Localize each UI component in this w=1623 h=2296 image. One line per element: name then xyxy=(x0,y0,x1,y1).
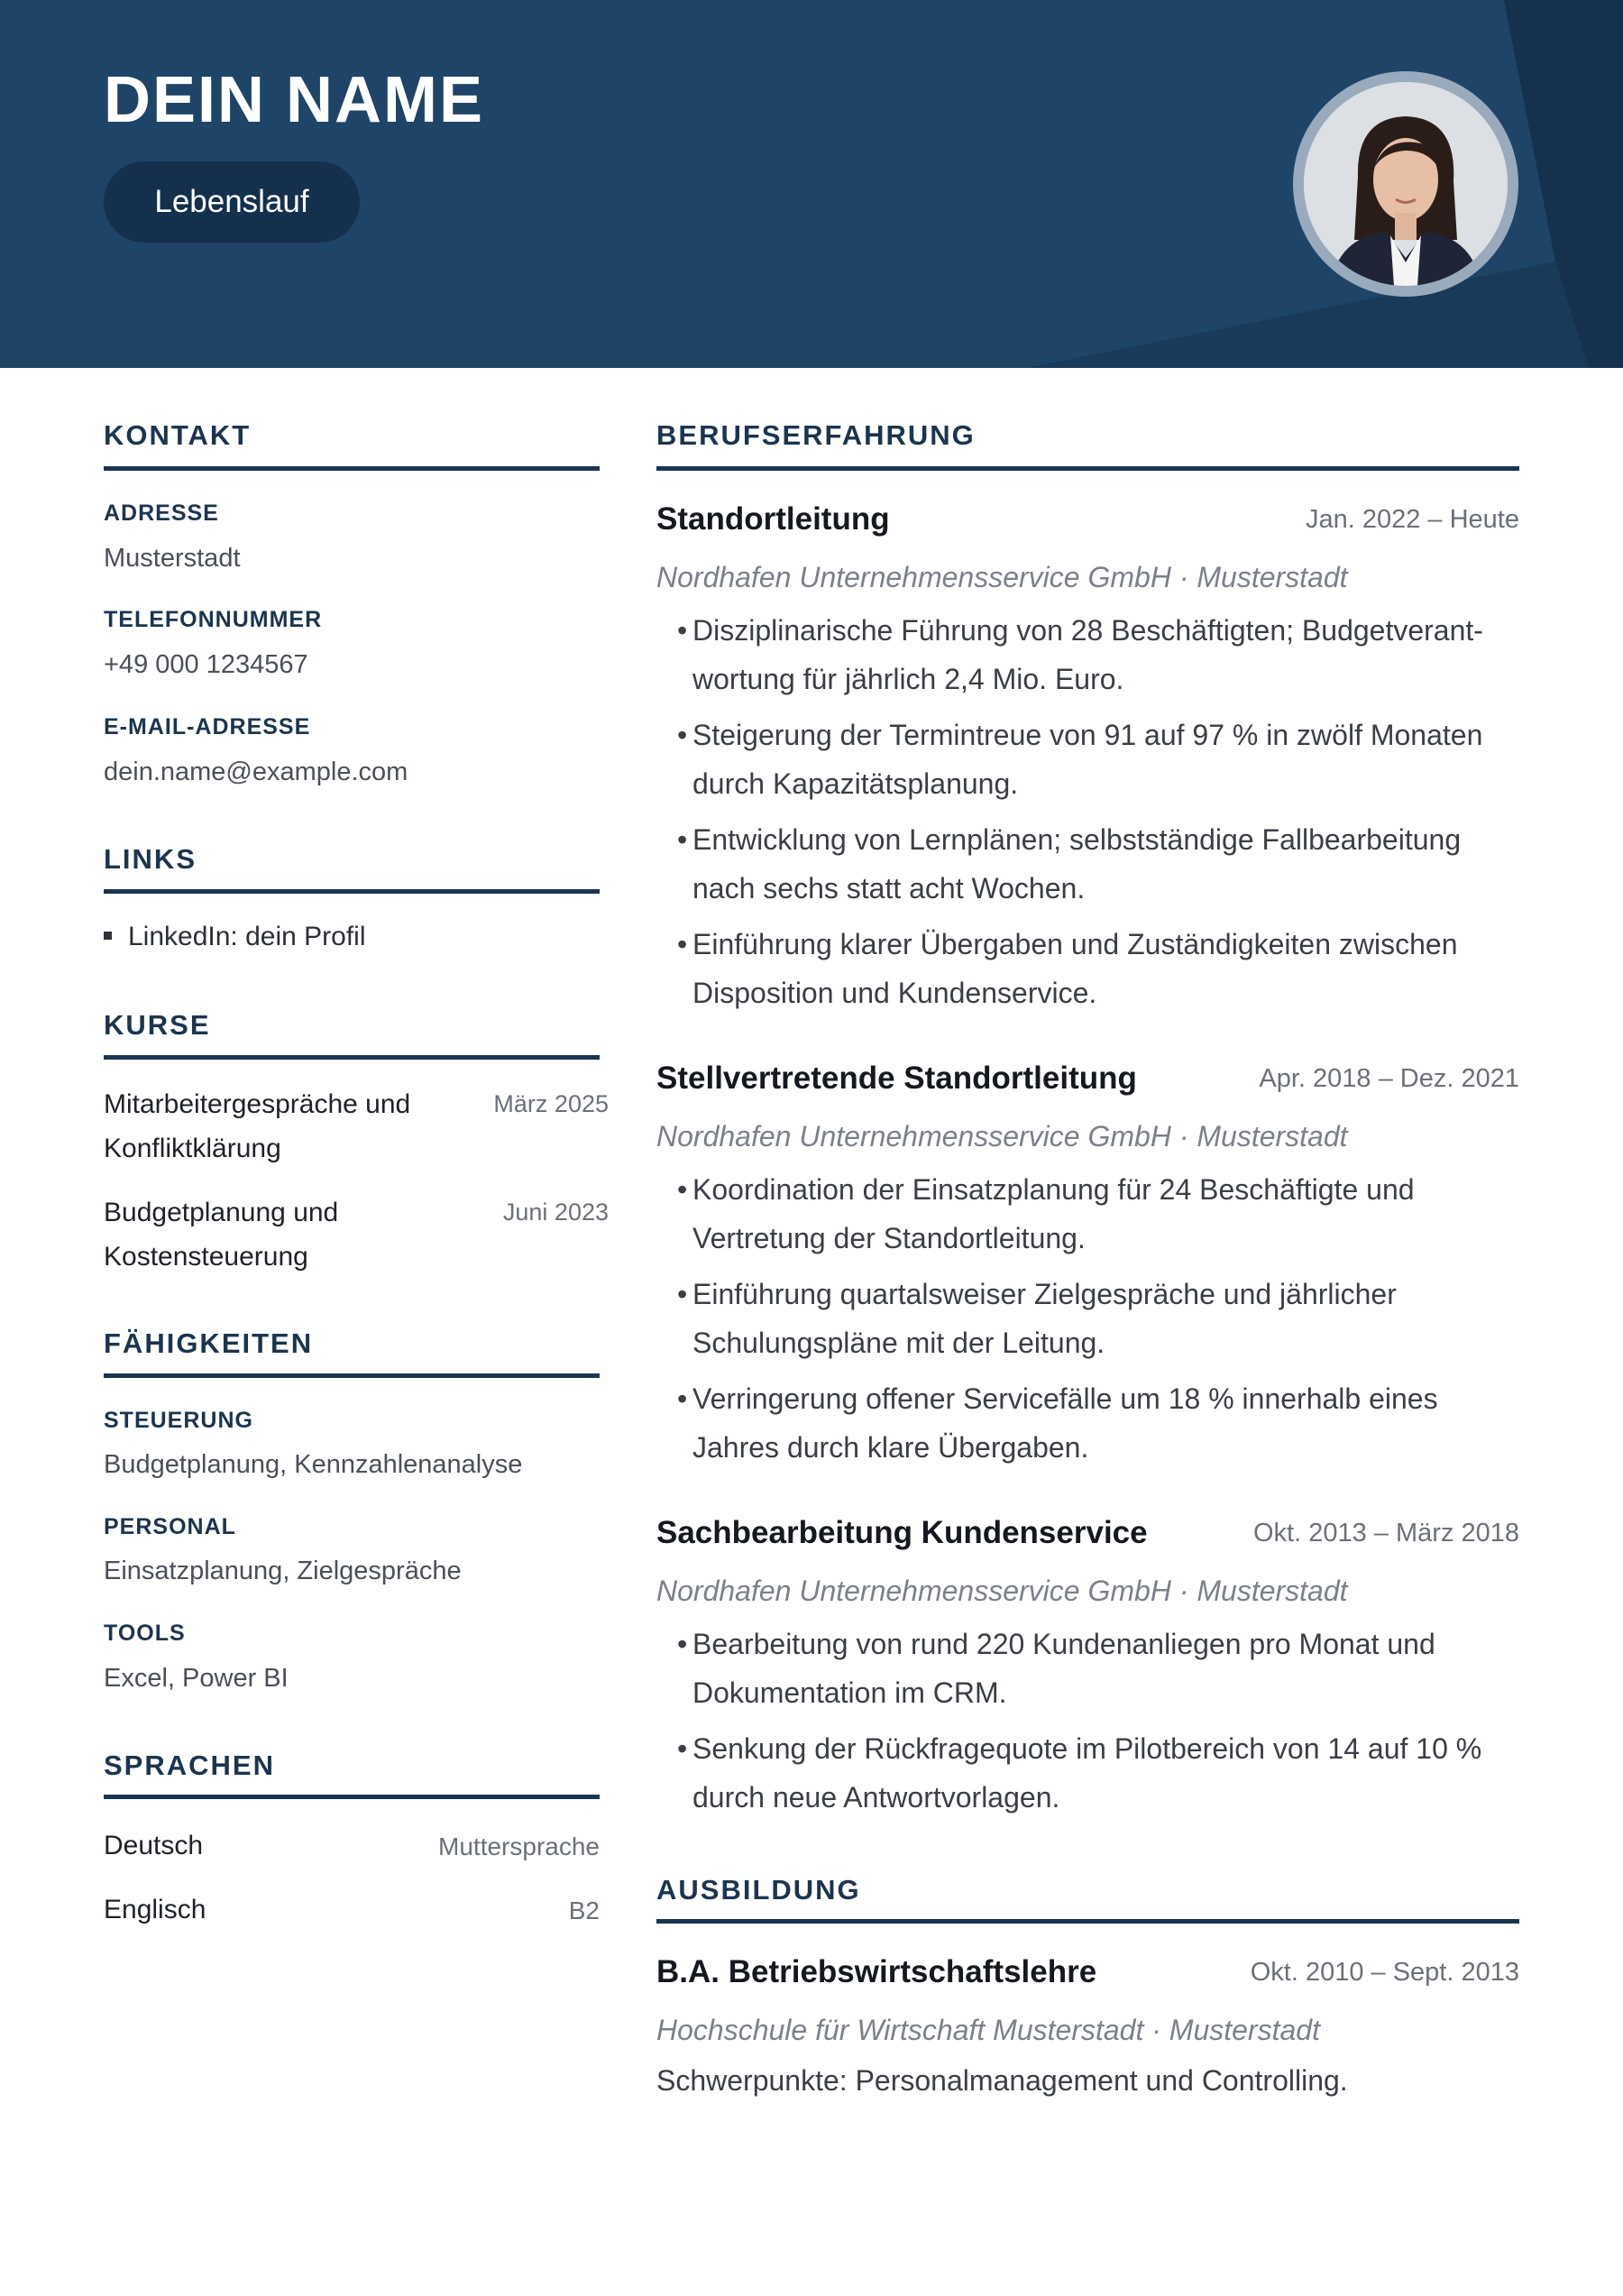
bullet-square-icon xyxy=(104,932,112,940)
phone-value: +49 000 1234567 xyxy=(104,650,308,679)
language-item xyxy=(104,1895,600,1925)
language-level: Muttersprache xyxy=(438,1832,600,1860)
email-value[interactable]: dein.name@example.com xyxy=(104,758,408,786)
job-date: Okt. 2013 – März 2018 xyxy=(1253,1519,1519,1548)
job-entry xyxy=(656,1513,1519,1829)
section-divider xyxy=(656,1919,1519,1924)
job-date: Jan. 2022 – Heute xyxy=(1305,505,1519,534)
language-name: Deutsch xyxy=(104,1831,204,1860)
section-heading-courses: KURSE xyxy=(104,1009,211,1041)
course-title: Budgetplanung und Kostensteuerung xyxy=(104,1198,339,1272)
job-title: Sachbearbeitung Kundenservice xyxy=(656,1515,1148,1550)
job-company: Nordhafen Unternehmensservice GmbH · Musterstadt xyxy=(656,561,1348,593)
language-name: Englisch xyxy=(104,1895,206,1924)
section-divider xyxy=(104,1373,600,1378)
section-heading-experience: BERUFSERFAHRUNG xyxy=(656,419,976,451)
section-divider xyxy=(104,889,600,894)
section-divider xyxy=(104,466,600,471)
address-value: Musterstadt xyxy=(104,544,241,573)
link-label[interactable]: LinkedIn: dein Profil xyxy=(128,922,366,951)
phone-label: TELEFONNUMMER xyxy=(104,607,323,632)
section-heading-languages: SPRACHEN xyxy=(104,1750,275,1781)
profile-photo xyxy=(1304,82,1508,286)
language-level: B2 xyxy=(568,1896,600,1924)
education-date: Okt. 2010 – Sept. 2013 xyxy=(1250,1958,1519,1987)
job-title: Standortleitung xyxy=(656,501,890,537)
section-heading-contact: KONTAKT xyxy=(104,419,252,451)
job-bullets xyxy=(656,606,1519,1017)
skill-value: Budgetplanung, Kennzahlenanalyse xyxy=(104,1450,523,1479)
skill-label: PERSONAL xyxy=(104,1514,236,1539)
job-bullet: • Disziplinarische Führung von 28 Beschäftigten; Budgetverant-wortung für jährlich 2,4 Mio. Euro. xyxy=(656,606,1519,703)
portrait-icon xyxy=(1304,82,1508,286)
section-heading-skills: FÄHIGKEITEN xyxy=(104,1327,314,1359)
link-item-linkedin[interactable] xyxy=(104,922,366,952)
course-item xyxy=(104,1190,609,1279)
course-date: Juni 2023 xyxy=(502,1199,609,1226)
section-heading-links: LINKS xyxy=(104,843,197,875)
language-item xyxy=(104,1831,600,1861)
profile-photo-frame xyxy=(1293,71,1518,297)
job-date: Apr. 2018 – Dez. 2021 xyxy=(1259,1064,1519,1093)
skill-value: Einsatzplanung, Zielgespräche xyxy=(104,1557,462,1585)
course-item xyxy=(104,1082,609,1171)
job-bullet: • Steigerung der Termintreue von 91 auf 97 % in zwölf Monaten durch Kapazitätsplanung. xyxy=(656,711,1519,808)
address-label: ADRESSE xyxy=(104,501,219,526)
school-name: Hochschule für Wirtschaft Musterstadt · Musterstadt xyxy=(656,2014,1320,2046)
section-divider xyxy=(104,1795,600,1799)
job-bullets xyxy=(656,1165,1519,1472)
section-heading-education: AUSBILDUNG xyxy=(656,1874,861,1906)
header-banner xyxy=(0,0,1623,368)
section-divider xyxy=(104,1055,600,1060)
job-bullet: • Koordination der Einsatzplanung für 24 Beschäftigte und Vertretung der Standortleitung. xyxy=(656,1165,1519,1263)
job-bullet: • Einführung klarer Übergaben und Zuständigkeiten zwischen Disposition und Kundenservice. xyxy=(656,920,1519,1017)
job-entry xyxy=(656,500,1519,1024)
job-bullet: • Einführung quartalsweiser Zielgespräche und jährlicher Schulungspläne mit der Leitung. xyxy=(656,1270,1519,1367)
job-entry xyxy=(656,1059,1519,1479)
job-bullet: • Senkung der Rückfragequote im Pilotbereich von 14 auf 10 % durch neue Antwortvorlagen. xyxy=(656,1724,1519,1822)
skill-value: Excel, Power BI xyxy=(104,1664,289,1693)
course-title: Mitarbeitergespräche und Konfliktklärung xyxy=(104,1089,411,1163)
job-bullet: • Verringerung offener Servicefälle um 18 % innerhalb eines Jahres durch klare Übergaben. xyxy=(656,1374,1519,1472)
person-name: DEIN NAME xyxy=(104,64,485,136)
education-entry xyxy=(656,1952,1519,2100)
document-type-badge: Lebenslauf xyxy=(104,161,360,243)
course-date: März 2025 xyxy=(493,1090,609,1117)
job-company: Nordhafen Unternehmensservice GmbH · Musterstadt xyxy=(656,1120,1348,1153)
skill-label: TOOLS xyxy=(104,1621,186,1646)
section-divider xyxy=(656,466,1519,471)
job-bullet: • Bearbeitung von rund 220 Kundenanliegen pro Monat und Dokumentation im CRM. xyxy=(656,1620,1519,1717)
education-note: Schwerpunkte: Personalmanagement und Controlling. xyxy=(656,2064,1348,2097)
skill-label: STEUERUNG xyxy=(104,1408,253,1433)
job-bullets xyxy=(656,1620,1519,1822)
degree-title: B.A. Betriebswirtschaftslehre xyxy=(656,1954,1097,1989)
job-title: Stellvertretende Standortleitung xyxy=(656,1061,1137,1096)
job-bullet: • Entwicklung von Lernplänen; selbstständige Fallbearbeitung nach sechs statt acht Wochen. xyxy=(656,815,1519,913)
email-label: E-MAIL-ADRESSE xyxy=(104,714,311,739)
job-company: Nordhafen Unternehmensservice GmbH · Musterstadt xyxy=(656,1575,1348,1607)
